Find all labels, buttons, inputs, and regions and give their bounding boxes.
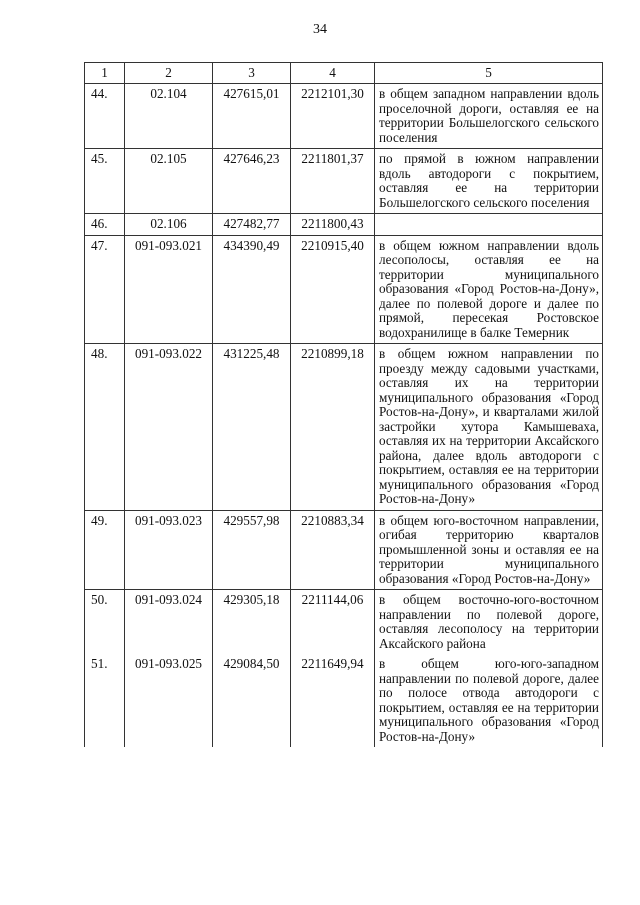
boundary-description-cell: в общем южном направлении по проезду между садовыми участками, оставляя их на территории муниципального образования «Город Ростов-на-Дону», и кварталами жилой застройки хутора Камышеваха, оставляя их на территории Аксайского района, далее вдоль автодороги с покрытием, оставляя ее на территории муниципального образования «Город Ростов-на-Дону» bbox=[375, 344, 603, 511]
row-number-cell: 47. bbox=[85, 235, 125, 344]
boundary-description-cell: в общем юго-восточном направлении, огибая территорию кварталов промышленной зоны и оставляя ее на территории муниципального образования «Город Ростов-на-Дону» bbox=[375, 510, 603, 590]
boundary-description-cell: по прямой в южном направлении вдоль автодороги с покрытием, оставляя ее на территории Большелогского сельского поселения bbox=[375, 149, 603, 214]
y-coordinate-cell: 2211649,94 bbox=[291, 654, 375, 747]
y-coordinate-cell: 2212101,30 bbox=[291, 84, 375, 149]
column-header-4: 4 bbox=[291, 63, 375, 84]
x-coordinate-cell: 427482,77 bbox=[213, 214, 291, 236]
y-coordinate-cell: 2210883,34 bbox=[291, 510, 375, 590]
column-header-3: 3 bbox=[213, 63, 291, 84]
row-number-cell: 46. bbox=[85, 214, 125, 236]
boundary-description-cell: в общем южном направлении вдоль лесополосы, оставляя ее на территории муниципального образования «Город Ростов-на-Дону», далее по полевой дороге и далее по прямой, пересекая Ростовское водохранилище в балке Темерник bbox=[375, 235, 603, 344]
row-number-cell: 50. bbox=[85, 590, 125, 655]
column-header-2: 2 bbox=[125, 63, 213, 84]
point-code-cell: 02.105 bbox=[125, 149, 213, 214]
row-number-cell: 45. bbox=[85, 149, 125, 214]
point-code-cell: 02.104 bbox=[125, 84, 213, 149]
page-number: 34 bbox=[313, 22, 327, 37]
table-row bbox=[85, 654, 603, 747]
x-coordinate-cell: 429084,50 bbox=[213, 654, 291, 747]
table-row bbox=[85, 510, 603, 590]
table-body bbox=[85, 63, 603, 748]
x-coordinate-cell: 431225,48 bbox=[213, 344, 291, 511]
boundary-description-cell: в общем западном направлении вдоль проселочной дороги, оставляя ее на территории Большелогского сельского поселения bbox=[375, 84, 603, 149]
x-coordinate-cell: 429305,18 bbox=[213, 590, 291, 655]
table-row bbox=[85, 344, 603, 511]
row-number-cell: 44. bbox=[85, 84, 125, 149]
boundary-description-cell: в общем восточно-юго-восточном направлении по полевой дороге, оставляя лесополосу на территории Аксайского района bbox=[375, 590, 603, 655]
point-code-cell: 091-093.025 bbox=[125, 654, 213, 747]
row-number-cell: 51. bbox=[85, 654, 125, 747]
column-header-1: 1 bbox=[85, 63, 125, 84]
column-header-5: 5 bbox=[375, 63, 603, 84]
table-row bbox=[85, 149, 603, 214]
y-coordinate-cell: 2210915,40 bbox=[291, 235, 375, 344]
row-number-cell: 49. bbox=[85, 510, 125, 590]
row-number-cell: 48. bbox=[85, 344, 125, 511]
x-coordinate-cell: 434390,49 bbox=[213, 235, 291, 344]
y-coordinate-cell: 2210899,18 bbox=[291, 344, 375, 511]
y-coordinate-cell: 2211801,37 bbox=[291, 149, 375, 214]
boundary-description-cell bbox=[375, 214, 603, 236]
point-code-cell: 091-093.023 bbox=[125, 510, 213, 590]
point-code-cell: 091-093.021 bbox=[125, 235, 213, 344]
table-row bbox=[85, 214, 603, 236]
boundary-points-table bbox=[84, 62, 603, 747]
point-code-cell: 02.106 bbox=[125, 214, 213, 236]
x-coordinate-cell: 427615,01 bbox=[213, 84, 291, 149]
point-code-cell: 091-093.022 bbox=[125, 344, 213, 511]
table-row bbox=[85, 84, 603, 149]
boundary-description-cell: в общем юго-юго-западном направлении по полевой дороге, далее по полосе отвода автодороги с покрытием, оставляя ее на территории муниципального образования «Город Ростов-на-Дону» bbox=[375, 654, 603, 747]
point-code-cell: 091-093.024 bbox=[125, 590, 213, 655]
y-coordinate-cell: 2211144,06 bbox=[291, 590, 375, 655]
x-coordinate-cell: 429557,98 bbox=[213, 510, 291, 590]
table-header-row bbox=[85, 63, 603, 84]
x-coordinate-cell: 427646,23 bbox=[213, 149, 291, 214]
table-row bbox=[85, 590, 603, 655]
table-row bbox=[85, 235, 603, 344]
y-coordinate-cell: 2211800,43 bbox=[291, 214, 375, 236]
